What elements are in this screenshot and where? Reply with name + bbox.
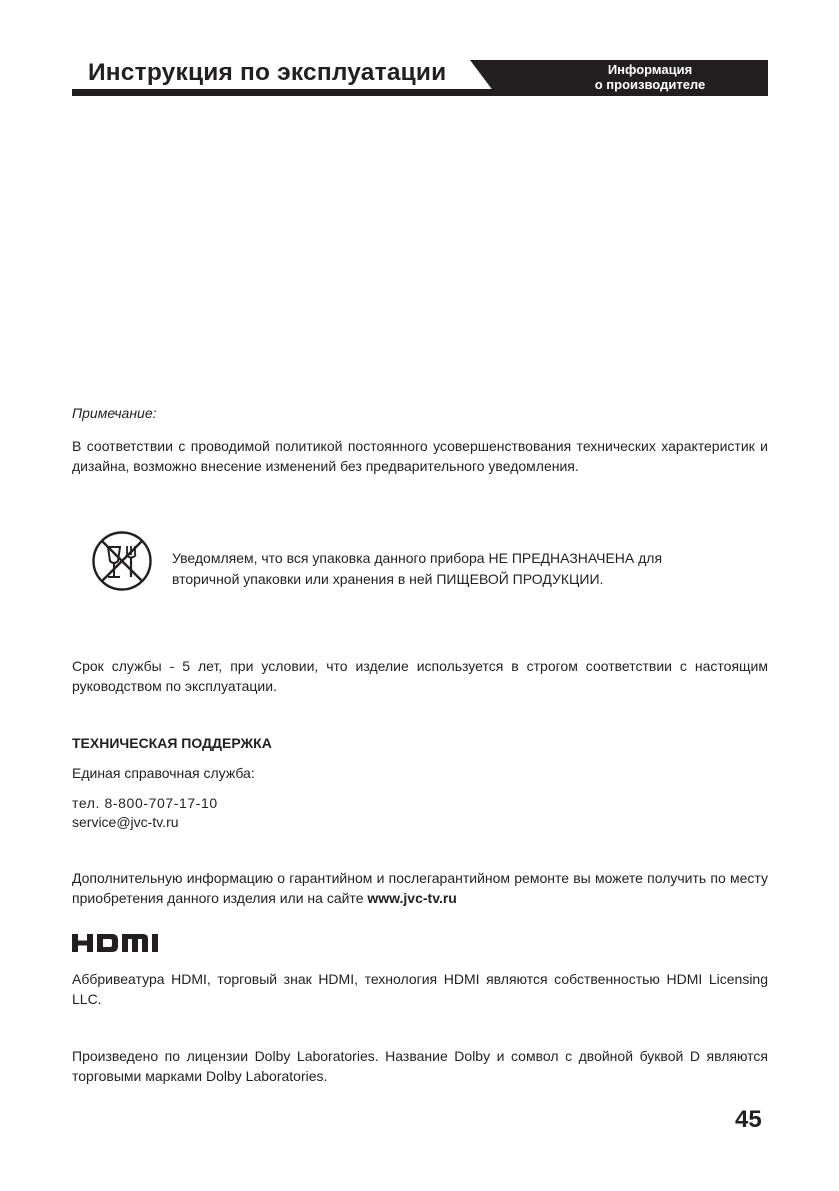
- support-email: service@jvc-tv.ru: [72, 814, 179, 830]
- support-phone: тел. 8-800-707-17-10: [72, 795, 218, 811]
- no-food-packaging-icon: [91, 530, 153, 592]
- section-tab-label: [550, 62, 750, 92]
- dolby-notice: Произведено по лицензии Dolby Laboratories. Название Dolby и сомвол с двойной буквой D являются торговыми марками Dolby Laboratories.: [72, 1048, 768, 1084]
- packaging-notice-line2: вторичной упаковки или хранения в ней ПИЩЕВОЙ ПРОДУКЦИИ.: [172, 571, 604, 587]
- note-label: Примечание:: [72, 405, 157, 421]
- packaging-notice: [172, 548, 762, 590]
- hdmi-logo: [72, 933, 170, 958]
- hdmi-notice: Аббривеатура HDMI, торговый знак HDMI, технология HDMI являются собственностью HDMI Licensing LLC.: [72, 971, 768, 1007]
- section-tab-line2: о производителе: [594, 77, 706, 92]
- warranty-info: [72, 868, 768, 908]
- support-service-label: Единая справочная служба:: [72, 765, 255, 781]
- header-rule: [72, 89, 497, 96]
- note-body: В соответствии с проводимой политикой постоянного усовершенствования технических характеристик и дизайна, возможно внесение изменений без предварительного уведомления.: [72, 438, 768, 474]
- warranty-text: Дополнительную информацию о гарантийном и послегарантийном ремонте вы можете получить по месту приобретения данного изделия или на сайте: [72, 870, 768, 906]
- section-tab: [470, 60, 768, 96]
- warranty-site-link: www.jvc-tv.ru: [367, 890, 457, 906]
- packaging-notice-line1: Уведомляем, что вся упаковка данного прибора НЕ ПРЕДНАЗНАЧЕНА для: [172, 550, 663, 566]
- page-header-title: Инструкция по эксплуатации: [88, 59, 447, 86]
- page-number: 45: [735, 1106, 762, 1133]
- section-tab-line1: Информация: [607, 62, 693, 77]
- support-heading: ТЕХНИЧЕСКАЯ ПОДДЕРЖКА: [72, 735, 272, 751]
- service-life-text: Срок службы - 5 лет, при условии, что изделие используется в строгом соответствии с настоящим руководством по эксплуатации.: [72, 658, 768, 694]
